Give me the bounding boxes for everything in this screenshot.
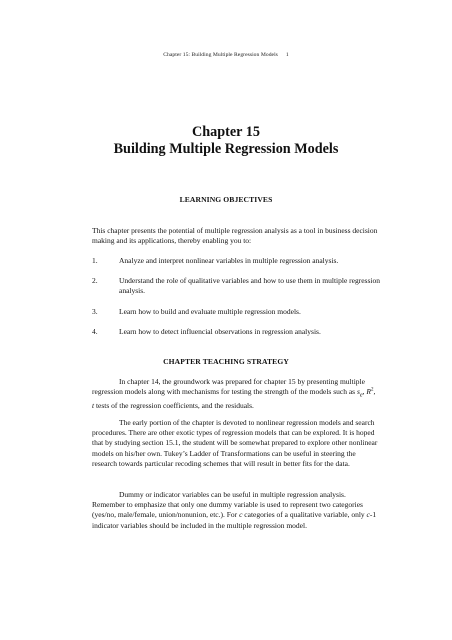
paragraph-text: -1 indicator variables should be included in the multiple regression model. [92,510,377,530]
running-header-title: Chapter 15: Building Multiple Regression Models [163,52,278,58]
objectives-list [92,256,382,348]
list-item [92,327,382,337]
item-number: 2. [92,276,98,286]
item-text: Analyze and interpret nonlinear variables in multiple regression analysis. [119,256,339,265]
chapter-title [0,124,452,158]
page-number: 1 [285,52,289,58]
chapter-number: Chapter 15 [192,124,260,140]
item-text: Learn how to build and evaluate multiple regression models. [119,307,301,317]
paragraph-text: Dummy or indicator variables can be useful in multiple regression analysis. Remember to emphasize that only one dummy variable is used to represent two categories (yes/no, male/female, union/nonunion, etc.). For [92,490,363,520]
paragraph-text: tests of the regression coefficients, and the residuals. [94,400,254,410]
learning-objectives-heading: LEARNING OBJECTIVES [179,195,273,204]
paragraph-text: In chapter 14, the groundwork was prepared for chapter 15 by presenting multiple regression models along with mechanisms for testing the strength of the models such as [92,377,365,397]
strategy-paragraph-3 [92,490,379,531]
list-item [92,307,382,317]
list-item [92,256,382,266]
item-number: 1. [92,256,98,265]
t-symbol: t [92,400,95,410]
c-symbol: c [366,510,370,520]
list-item [92,276,382,296]
strategy-paragraph-1 [92,377,379,411]
paragraph-text: categories of a qualitative variable, only [242,510,367,520]
item-text: Understand the role of qualitative variables and how to use them in multiple regression analysis. [119,276,380,296]
se-subscript: e [359,391,363,399]
item-number: 4. [92,327,98,337]
item-text: Learn how to detect influencial observations in regression analysis. [119,327,321,337]
se-symbol: s [356,387,360,397]
strategy-paragraph-2: The early portion of the chapter is devoted to nonlinear regression models and search procedures. There are other exotic types of regression models that can be explored. It is hoped that by studying section 15.1, the student will be somewhat prepared to explore other nonlinear models on his/her own. Tukey’s Ladder of Transformations can be useful in steering the research towards particular recoding schemes that will result in better fits for the data. [92,418,378,468]
c-symbol: c [239,510,243,520]
r-symbol: R [366,387,371,397]
teaching-strategy-heading: CHAPTER TEACHING STRATEGY [163,357,289,366]
paragraph-text: , [362,387,367,397]
objectives-intro: This chapter presents the potential of multiple regression analysis as a tool in business decision making and its applications, thereby enabling you to: [92,226,378,246]
item-number: 3. [92,307,98,317]
paragraph-text: , [373,387,376,397]
r-superscript: 2 [371,387,374,393]
chapter-name: Building Multiple Regression Models [113,141,339,157]
running-header [0,52,452,58]
